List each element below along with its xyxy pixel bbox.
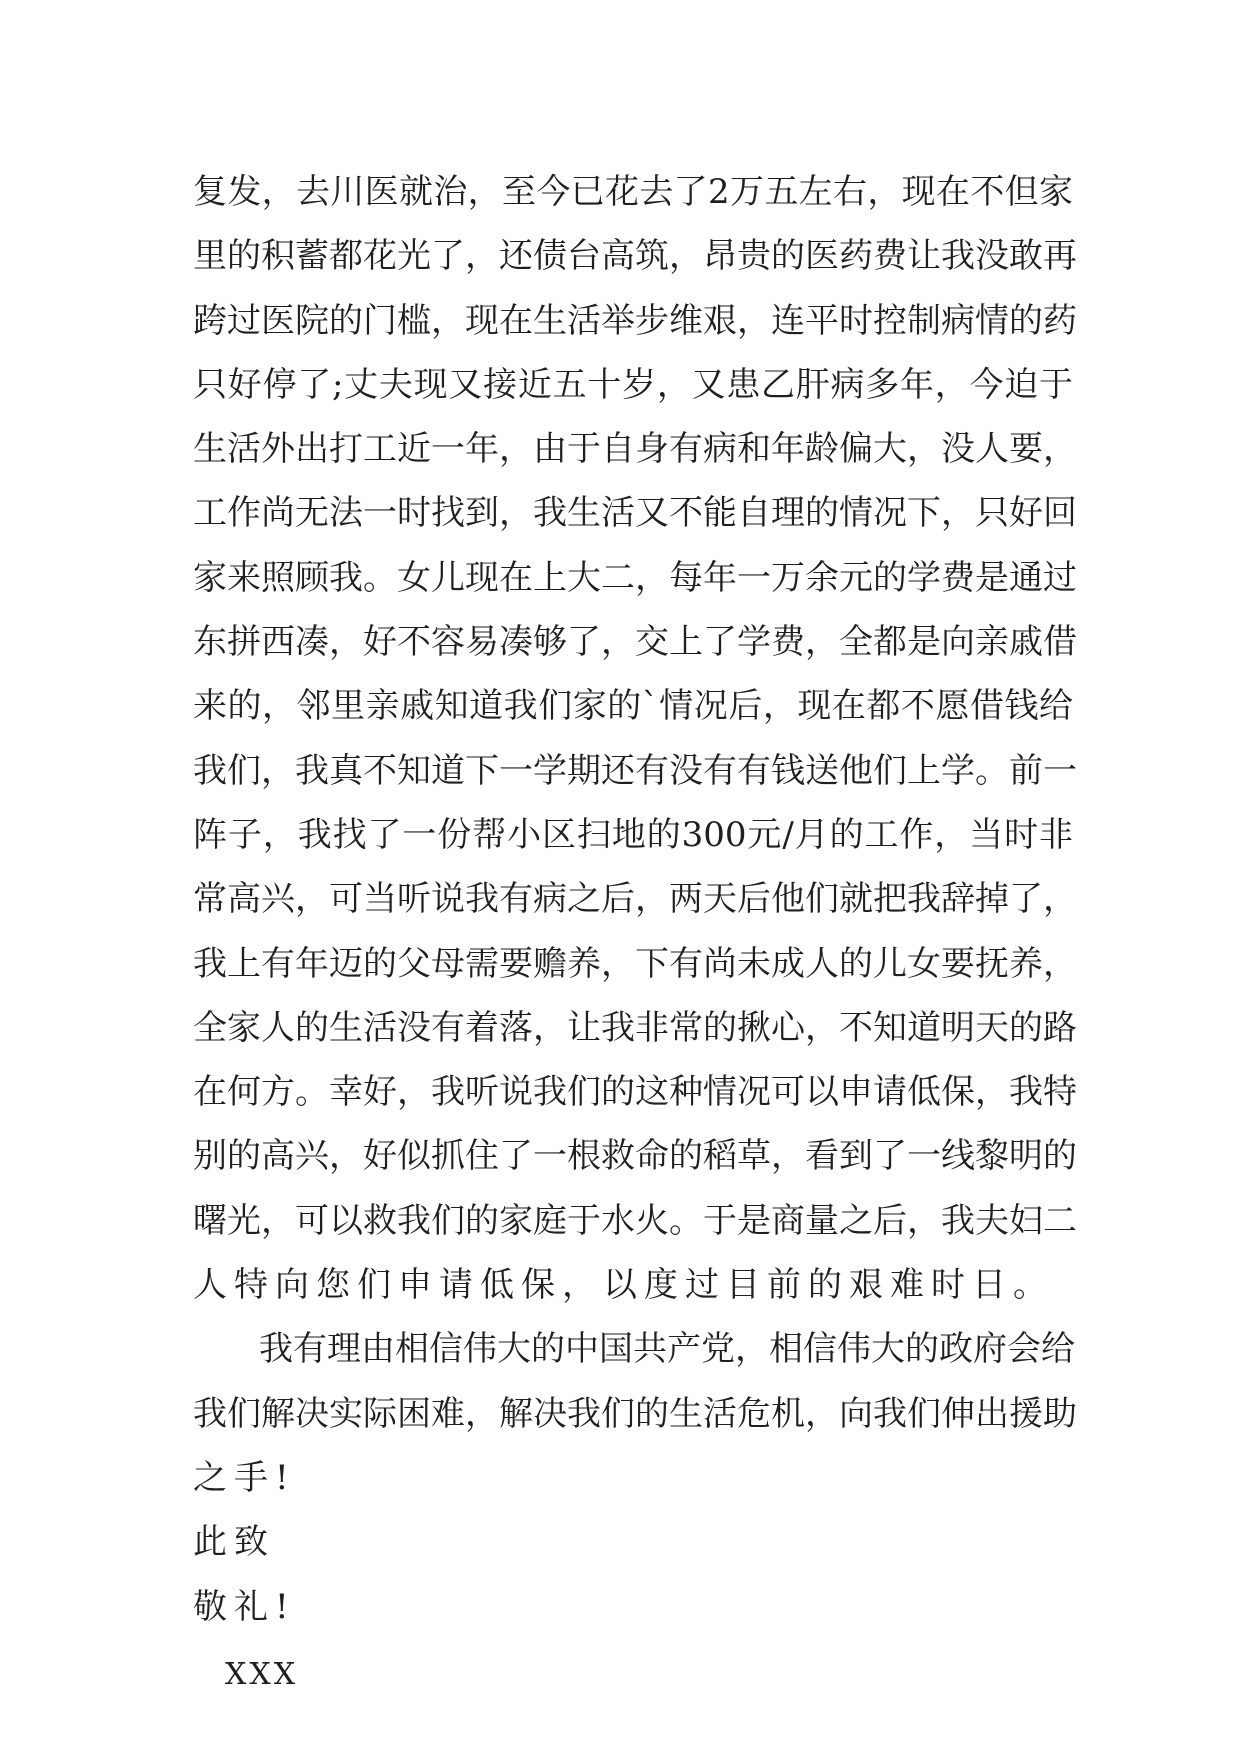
text-line: 家来照顾我。女儿现在上大二，每年一万余元的学费是通过 [193,557,1077,598]
text-line: 生活外出打工近一年，由于自身有病和年龄偏大，没人要， [193,429,1077,470]
text-line: 跨过医院的门槛，现在生活举步维艰，连平时控制病情的药 [193,300,1077,341]
text-line: 东拼西凑，好不容易凑够了，交上了学费，全都是向亲戚借 [193,622,1077,663]
text-line: 在何方。幸好，我听说我们的这种情况可以申请低保，我特 [193,1072,1077,1113]
text-line: 里的积蓄都花光了，还债台高筑，昂贵的医药费让我没敢再 [193,236,1077,277]
text-line: 我有理由相信伟大的中国共产党，相信伟大的政府会给 [259,1329,1075,1370]
text-line: 复发，去川医就治，至今已花去了2万五左右，现在不但家 [193,172,1073,212]
text-line: 曙光，可以救我们的家庭于水火。于是商量之后，我夫妇二 [193,1200,1077,1241]
text-line: 只好停了;丈夫现又接近五十岁，又患乙肝病多年，今迫于 [193,364,1073,405]
text-line: 阵子，我找了一份帮小区扫地的300元/月的工作，当时非 [193,814,1073,855]
text-line: 之手! [193,1457,296,1498]
text-line: 人特向您们申请低保，以度过目前的艰难时日。 [193,1265,1054,1306]
text-line: 我们解决实际困难，解决我们的生活危机，向我们伸出援助 [193,1393,1077,1434]
closing-salutation: 此致 [193,1522,275,1563]
text-line: 常高兴，可当听说我有病之后，两天后他们就把我辞掉了， [193,879,1077,920]
text-line: 来的，邻里亲戚知道我们家的`情况后，现在都不愿借钱给 [193,686,1073,727]
text-line: 我上有年迈的父母需要赡养，下有尚未成人的儿女要抚养， [193,943,1077,984]
text-line: 工作尚无法一时找到，我生活又不能自理的情况下，只好回 [193,493,1077,534]
text-line: 别的高兴，好似抓住了一根救命的稻草，看到了一线黎明的 [193,1136,1077,1177]
closing-regards: 敬礼! [193,1586,296,1627]
signature: XXX [225,1656,299,1692]
text-line: 我们，我真不知道下一学期还有没有有钱送他们上学。前一 [193,750,1077,791]
text-line: 全家人的生活没有着落，让我非常的揪心，不知道明天的路 [193,1007,1077,1048]
letter-body [193,160,1077,1707]
